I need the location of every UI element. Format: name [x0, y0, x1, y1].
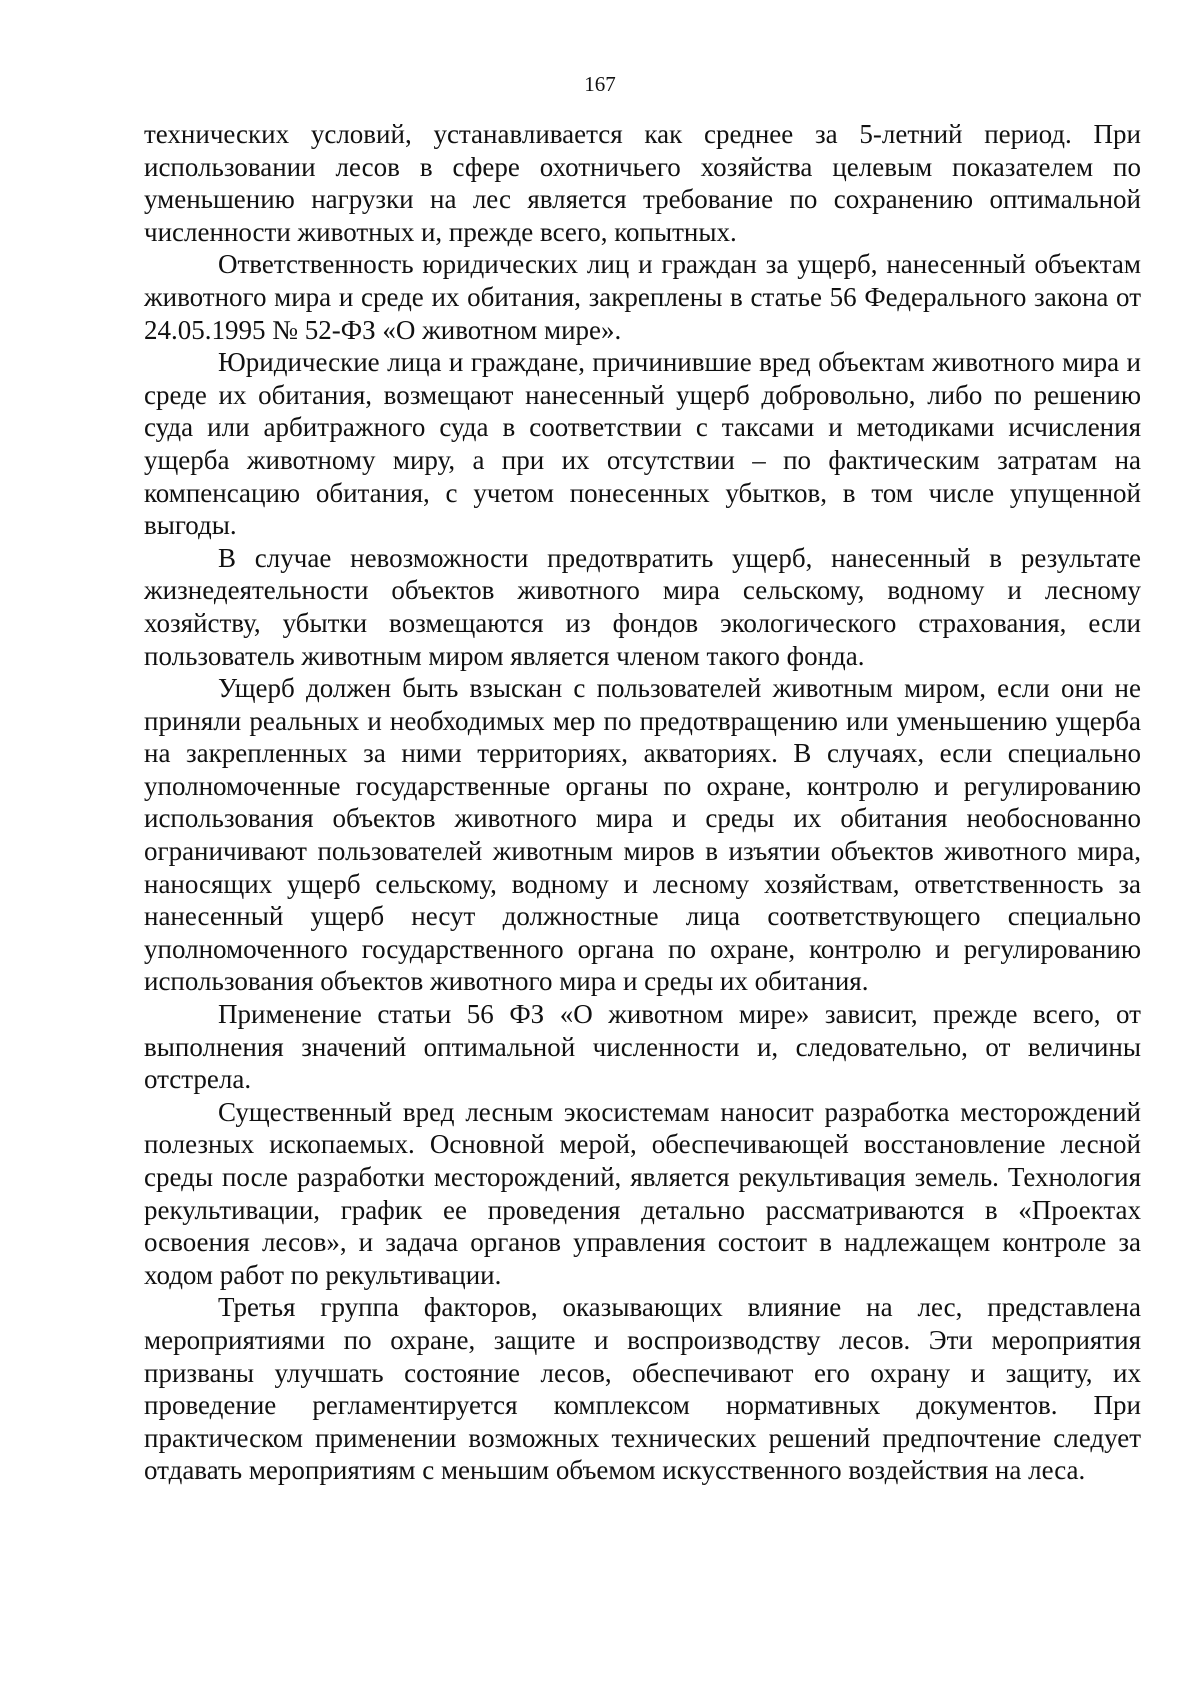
paragraph-liability: Ответственность юридических лиц и граждан за ущерб, нанесенный объектам животного мира и среде их обитания, закреплены в статье 56 Федерального закона от 24.05.1995 № 52-ФЗ «О животном мире».: [144, 249, 1141, 345]
paragraph-mining-damage: Существенный вред лесным экосистемам наносит разработка месторождений полезных ископаемых. Основной мерой, обеспечивающей восстановление лесной среды после разработки месторождений, является рекультивация земель. Технология рекультивации, график ее проведения детально рассматриваются в «Проектах освоения лесов», и задача органов управления состоит в надлежащем контроле за ходом работ по рекультивации.: [144, 1096, 1141, 1290]
paragraph-damage-recovery: Ущерб должен быть взыскан с пользователей животным миром, если они не приняли реальных и необходимых мер по предотвращению или уменьшению ущерба на закрепленных за ними территориях, акваториях. В случаях, если специально уполномоченные государственные органы по охране, контролю и регулированию использования объектов животного мира и среды их обитания необоснованно ограничивают пользователей животным миров в изъятии объектов животного мира, наносящих ущерб сельскому, водному и лесному хозяйствам, ответственность за нанесенный ущерб несут должностные лица соответствующего специально уполномоченного государственного органа по охране, контролю и регулированию использования объектов животного мира и среды их обитания.: [144, 673, 1141, 997]
paragraph-insurance: В случае невозможности предотвратить ущерб, нанесенный в результате жизнедеятельности объектов животного мира сельскому, водному и лесному хозяйству, убытки возмещаются из фондов экологического страхования, если пользователь животным миром является членом такого фонда.: [144, 542, 1141, 671]
paragraph-third-group: Третья группа факторов, оказывающих влияние на лес, представлена мероприятиями по охране, защите и воспроизводству лесов. Эти мероприятия призваны улучшать состояние лесов, обеспечивают его охрану и защиту, их проведение регламентируется комплексом нормативных документов. При практическом применении возможных технических решений предпочтение следует отдавать мероприятиям с меньшим объемом искусственного воздействия на леса.: [144, 1292, 1141, 1486]
document-body: [144, 118, 1141, 1487]
page-number: 167: [584, 72, 616, 96]
paragraph-article-56: Применение статьи 56 ФЗ «О животном мире» зависит, прежде всего, от выполнения значений оптимальной численности и, следовательно, от величины отстрела.: [144, 999, 1141, 1095]
paragraph-continuation: технических условий, устанавливается как среднее за 5-летний период. При использовании лесов в сфере охотничьего хозяйства целевым показателем по уменьшению нагрузки на лес является требование по сохранению оптимальной численности животных и, прежде всего, копытных.: [144, 119, 1141, 247]
paragraph-compensation: Юридические лица и граждане, причинившие вред объектам животного мира и среде их обитания, возмещают нанесенный ущерб добровольно, либо по решению суда или арбитражного суда в соответствии с таксами и методиками исчисления ущерба животному миру, а при их отсутствии – по фактическим затратам на компенсацию обитания, с учетом понесенных убытков, в том числе упущенной выгоды.: [144, 347, 1141, 541]
